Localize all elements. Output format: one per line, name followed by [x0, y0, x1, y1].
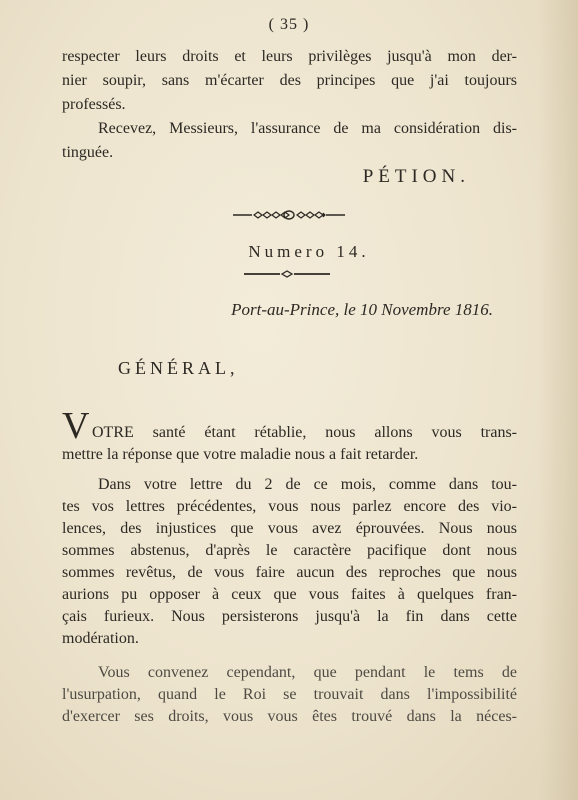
text-line: aurions pu opposer à ceux que vous faites à quelques fran- — [62, 586, 517, 603]
drop-cap: V — [62, 405, 90, 447]
text-line: Dans votre lettre du 2 de ce mois, comme dans tou- — [98, 476, 517, 493]
text-line: OTRE santé étant rétablie, nous allons vous trans- — [92, 424, 517, 441]
text-line: mettre la réponse que votre maladie nous a fait retarder. — [62, 446, 419, 463]
salutation: GÉNÉRAL, — [118, 358, 239, 378]
text-line: modération. — [62, 630, 139, 647]
place-and-date: Port-au-Prince, le 10 Novembre 1816. — [231, 300, 493, 319]
text-line: sommes abstenus, d'après le caractère pacifique dont nous — [62, 542, 517, 559]
signature: PÉTION. — [362, 166, 470, 187]
text-line: çais furieux. Nous persisterons jusqu'à la fin dans cette — [62, 608, 517, 625]
page-number: ( 35 ) — [268, 16, 310, 33]
text-line: nier soupir, sans m'écarter des principes que j'ai toujours — [62, 72, 517, 89]
text-line: d'exercer ses droits, vous vous êtes trouvé dans la néces- — [62, 708, 517, 725]
closing-line: tinguée. — [62, 144, 114, 161]
letter-number: Numero 14. — [248, 242, 370, 261]
text-line: tes vos lettres précédentes, vous nous parlez encore des vio- — [62, 498, 517, 515]
paper-edge-shadow — [538, 0, 578, 800]
text-line: Vous convenez cependant, que pendant le tems de — [98, 664, 517, 681]
text-line: respecter leurs droits et leurs privilèges jusqu'à mon der- — [62, 48, 517, 65]
text-line: professés. — [62, 96, 126, 113]
closing-line: Recevez, Messieurs, l'assurance de ma considération dis- — [98, 120, 517, 137]
text-line: sommes revêtus, de vous faire aucun des reproches que nous — [62, 564, 517, 581]
text-line: l'usurpation, quand le Roi se trouvait dans l'impossibilité — [62, 686, 517, 703]
text-line: lences, des injustices que vous avez éprouvées. Nous nous — [62, 520, 517, 537]
ornament-divider — [0, 208, 578, 222]
small-divider — [0, 268, 578, 280]
